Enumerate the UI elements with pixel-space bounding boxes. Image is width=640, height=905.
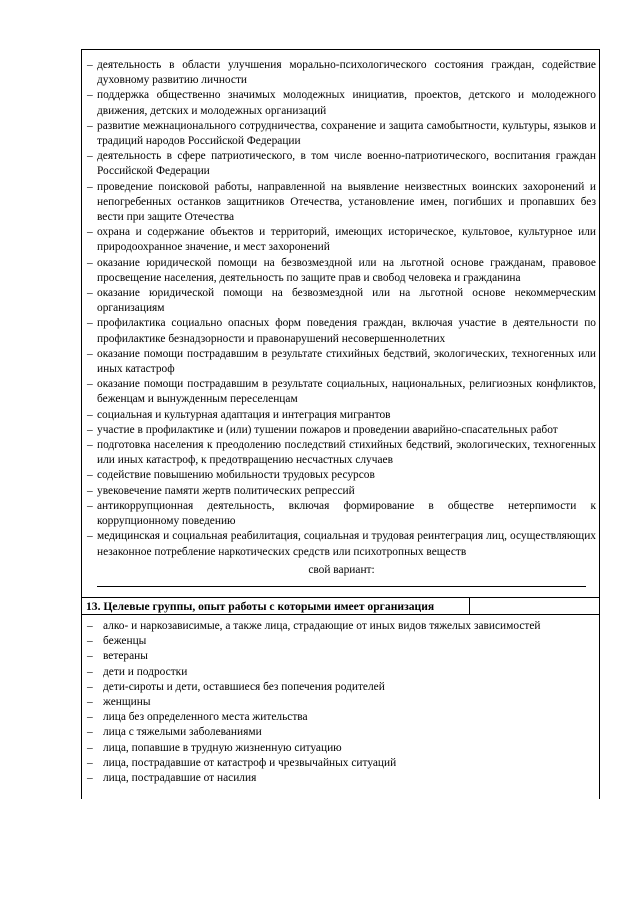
- section-13-answer-cell[interactable]: [470, 598, 599, 614]
- activity-item: [87, 423, 596, 438]
- activity-item-text: деятельность в сфере патриотического, в том числе военно-патриотического, воспитания граждан Российской Федерации: [97, 150, 596, 178]
- activity-item-text: оказание помощи пострадавшим в результате стихийных бедствий, экологических, техногенных или иных катастроф: [97, 347, 596, 376]
- activity-item: [87, 499, 596, 529]
- bullet-dash: –: [87, 256, 93, 269]
- own-variant-label: свой вариант:: [308, 563, 375, 576]
- activity-item: [87, 316, 596, 346]
- activity-item: [87, 468, 596, 483]
- activity-item-text: деятельность в области улучшения морально-психологического состояния граждан, содействие духовному развитию личности: [97, 59, 596, 87]
- target-group-item-text: лица, пострадавшие от катастроф и чрезвычайных ситуаций: [103, 756, 397, 769]
- bullet-dash: –: [87, 665, 93, 678]
- target-group-item: [87, 665, 596, 680]
- bullet-dash: –: [87, 650, 93, 663]
- bullet-dash: –: [87, 347, 93, 360]
- activity-item-text: оказание юридической помощи на безвозмездной или на льготной основе гражданам, правовое просвещение населения, деятельность по защите прав и свобод человека и гражданина: [97, 256, 596, 284]
- activity-item: [87, 225, 596, 255]
- activity-item-text: социальная и культурная адаптация и интеграция мигрантов: [97, 408, 391, 421]
- activities-list: [87, 58, 596, 560]
- bullet-dash: –: [87, 695, 93, 708]
- target-group-item-text: дети и подростки: [103, 665, 188, 678]
- section-13-header-row: [81, 598, 600, 615]
- activity-item: [87, 58, 596, 88]
- bullet-dash: –: [87, 89, 93, 102]
- target-group-item-text: лица, попавшие в трудную жизненную ситуацию: [103, 741, 342, 754]
- bullet-dash: –: [87, 530, 93, 543]
- activity-item: [87, 347, 596, 377]
- activity-item: [87, 119, 596, 149]
- bullet-dash: –: [87, 59, 93, 71]
- activity-item: [87, 484, 596, 499]
- bullet-dash: –: [87, 180, 93, 193]
- bullet-dash: –: [87, 469, 93, 482]
- target-group-item: [87, 649, 596, 664]
- target-group-item: [87, 725, 596, 740]
- bullet-dash: –: [87, 756, 93, 769]
- activity-item: [87, 377, 596, 407]
- activity-item-text: оказание юридической помощи на безвозмездной или на льготной основе некоммерческим организациям: [97, 287, 596, 315]
- target-group-item: [87, 710, 596, 725]
- target-group-item: [87, 741, 596, 756]
- activity-item-text: содействие повышению мобильности трудовых ресурсов: [97, 469, 375, 482]
- activity-item-text: проведение поисковой работы, направленной на выявление неизвестных воинских захоронений и непогребенных останков защитников Отечества, установление имен, погибших и пропавших без вести при защите Отечества: [97, 180, 596, 224]
- activity-item-text: оказание помощи пострадавшим в результате социальных, национальных, религиозных конфликтов, беженцам и вынужденным переселенцам: [97, 378, 596, 406]
- bullet-dash: –: [87, 378, 93, 391]
- target-group-item-text: лица с тяжелыми заболеваниями: [103, 726, 262, 739]
- target-group-item: [87, 695, 596, 710]
- bullet-dash: –: [87, 439, 93, 452]
- bullet-dash: –: [87, 287, 93, 300]
- bullet-dash: –: [87, 484, 93, 497]
- target-group-item: [87, 680, 596, 695]
- target-group-item: [87, 771, 596, 786]
- target-group-item-text: беженцы: [103, 635, 147, 648]
- activity-item: [87, 408, 596, 423]
- target-group-item-text: алко- и наркозависимые, а также лица, страдающие от иных видов тяжелых зависимостей: [103, 619, 541, 632]
- bullet-dash: –: [87, 619, 93, 632]
- activity-item-text: медицинская и социальная реабилитация, социальная и трудовая реинтеграция лиц, осуществляющих незаконное потребление наркотических средств или психотропных веществ: [97, 530, 596, 558]
- bullet-dash: –: [87, 711, 93, 724]
- activity-item: [87, 256, 596, 286]
- target-group-item-text: дети-сироты и дети, оставшиеся без попечения родителей: [103, 680, 385, 693]
- own-variant-input-line[interactable]: [97, 582, 586, 587]
- activity-item: [87, 529, 596, 559]
- target-group-item-text: лица, пострадавшие от насилия: [103, 771, 257, 784]
- activity-item-text: поддержка общественно значимых молодежных инициатив, проектов, детского и молодежного движения, детских и молодежных организаций: [97, 89, 596, 117]
- activity-item: [87, 438, 596, 468]
- activity-item: [87, 149, 596, 179]
- activity-item: [87, 286, 596, 316]
- target-groups-block: [81, 615, 600, 799]
- activity-item: [87, 180, 596, 226]
- target-group-item: [87, 619, 596, 634]
- section-13-title: 13. Целевые группы, опыт работы с которыми имеет организация: [82, 598, 470, 614]
- activity-item-text: подготовка населения к преодолению последствий стихийных бедствий, экологических, техногенных или иных катастроф, к предотвращению несчастных случаев: [97, 439, 596, 467]
- activity-item: [87, 88, 596, 118]
- target-group-item: [87, 634, 596, 649]
- bullet-dash: –: [87, 150, 93, 163]
- bullet-dash: –: [87, 119, 93, 132]
- activity-item-text: антикоррупционная деятельность, включая формирование в обществе нетерпимости к коррупционному поведению: [97, 499, 596, 528]
- bullet-dash: –: [87, 726, 93, 739]
- activity-item-text: развитие межнационального сотрудничества, сохранение и защита самобытности, культуры, языков и традиций народов Российской Федерации: [97, 119, 596, 148]
- bullet-dash: –: [87, 635, 93, 648]
- target-group-item-text: ветераны: [103, 650, 148, 663]
- bullet-dash: –: [87, 771, 93, 784]
- target-group-item-text: женщины: [103, 695, 151, 708]
- bullet-dash: –: [87, 741, 93, 754]
- bullet-dash: –: [87, 680, 93, 693]
- bullet-dash: –: [87, 423, 93, 436]
- activity-item-text: охрана и содержание объектов и территорий, имеющих историческое, культовое, культурное или природоохранное значение, и мест захоронений: [97, 226, 596, 254]
- activity-item-text: профилактика социально опасных форм поведения граждан, включая участие в деятельности по профилактике безнадзорности и правонарушений несовершеннолетних: [97, 317, 596, 345]
- activity-item-text: увековечение памяти жертв политических репрессий: [97, 484, 355, 497]
- bullet-dash: –: [87, 317, 93, 330]
- bullet-dash: –: [87, 408, 93, 421]
- activity-item-text: участие в профилактике и (или) тушении пожаров и проведении аварийно-спасательных работ: [97, 423, 558, 436]
- target-group-item-text: лица без определенного места жительства: [103, 711, 308, 724]
- target-group-item: [87, 756, 596, 771]
- target-groups-list: [87, 619, 596, 786]
- bullet-dash: –: [87, 226, 93, 239]
- activities-block: [81, 49, 600, 598]
- form-sheet: [81, 49, 600, 799]
- bullet-dash: –: [87, 499, 93, 512]
